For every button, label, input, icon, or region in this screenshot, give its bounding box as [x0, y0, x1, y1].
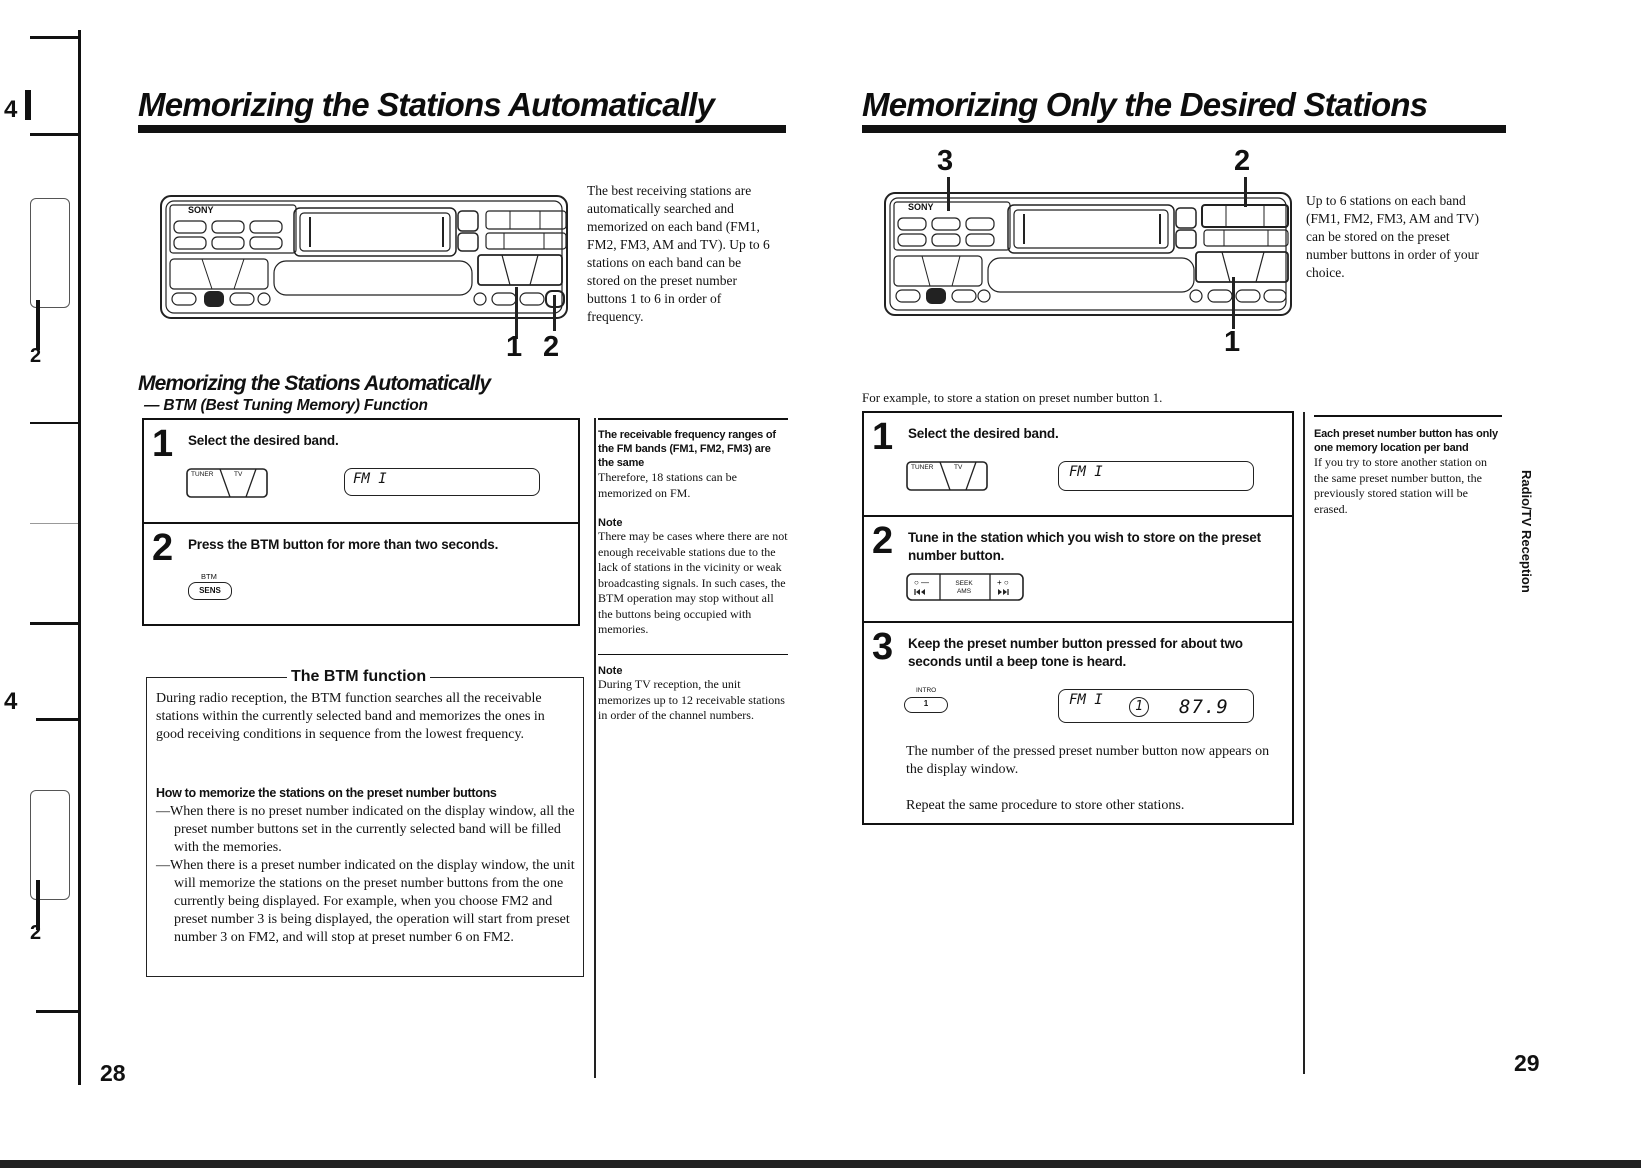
btm-box-subheading: How to memorize the stations on the preset number buttons	[156, 786, 497, 800]
display-band: FM I	[1069, 692, 1103, 708]
preset-1-label: 1	[923, 699, 929, 708]
step-text: Tune in the station which you wish to store on the preset number button.	[908, 530, 1261, 563]
sidenote-3-body: During TV reception, the unit memorizes up to 12 receivable stations in order of the channel numbers.	[598, 677, 785, 722]
callout-number-2: 2	[1234, 145, 1251, 177]
intro-label: INTRO	[916, 687, 937, 694]
tv-label: TV	[234, 471, 243, 478]
callout-line-1	[1232, 277, 1235, 329]
step-number: 2	[152, 527, 174, 569]
btm-item-1-text: When there is no preset number indicated on the display window, all the preset number buttons set in the currently selected band will be filled with the memories.	[170, 804, 575, 855]
section-subtitle: — BTM (Best Tuning Memory) Function	[144, 397, 428, 414]
display-frequency: 87.9	[1179, 696, 1229, 718]
step-text: Select the desired band.	[188, 433, 339, 448]
seek-ams-button	[906, 573, 1024, 601]
side-tab-label: Radio/TV Reception	[1519, 470, 1534, 593]
brand-label: SONY	[908, 202, 934, 212]
step-2	[864, 517, 1292, 623]
display-window	[1058, 689, 1254, 723]
left-page-title: Memorizing the Stations Automatically	[138, 86, 715, 123]
diagram-description: The best receiving stations are automatically searched and memorized on each band (FM1, FM2, FM3, AM and TV). Up to 6 stations on each band can be stored on the preset number buttons 1 to 6 in order of frequency.	[587, 183, 770, 324]
btm-sens-button	[188, 582, 232, 600]
step-1	[864, 413, 1292, 517]
btm-box-heading: The BTM function	[287, 668, 430, 686]
sidenote-1-body: Therefore, 18 stations can be memorized on FM.	[598, 470, 737, 500]
example-text: For example, to store a station on preset number button 1.	[862, 390, 1163, 405]
tuner-tv-button	[186, 468, 268, 498]
btm-item-2-text: When there is a preset number indicated on the display window, the unit will memorize the stations on the preset number buttons from the one currently being displayed. For example, when you choose FM2 and preset number 3 is being displayed, the operation will start from preset number 3 on FM2, and will stop at preset number 6 on FM2.	[170, 858, 575, 945]
callout-line-2	[553, 295, 556, 331]
sidenote-column	[598, 418, 788, 724]
sens-label: SENS	[199, 586, 221, 595]
btm-item-1: —When there is no preset number indicated on the display window, all the preset number buttons set in the currently selected band will be filled with the memories.	[156, 804, 575, 855]
sidenote-column	[1314, 415, 1502, 517]
callout-number-1: 1	[506, 331, 523, 363]
left-page-number: 28	[100, 1060, 126, 1086]
column-divider	[1303, 412, 1305, 1074]
diagram-description: Up to 6 stations on each band (FM1, FM2, FM3, AM and TV) can be stored on the preset number buttons in order of your choice.	[1306, 193, 1480, 280]
sidenote-2-heading: Note	[598, 517, 623, 529]
title-rule	[138, 125, 786, 133]
display-window	[344, 468, 540, 496]
step-number: 3	[872, 626, 894, 668]
step-2	[144, 524, 578, 624]
callout-number-3: 3	[937, 145, 954, 177]
scan-bottom-edge	[0, 1160, 1641, 1168]
steps-box	[862, 411, 1294, 825]
steps-box	[142, 418, 580, 626]
step-3-note-2: Repeat the same procedure to store other stations.	[906, 798, 1185, 813]
step-number: 1	[872, 416, 894, 458]
btm-label: BTM	[201, 572, 217, 581]
right-page-number: 29	[1514, 1050, 1540, 1076]
step-text: Keep the preset number button pressed for about two seconds until a beep tone is heard.	[908, 636, 1243, 669]
step-3-note-1: The number of the pressed preset number button now appears on the display window.	[906, 744, 1270, 777]
step-text: Press the BTM button for more than two seconds.	[188, 537, 499, 552]
sidenote-heading: Each preset number button has only one memory location per band	[1314, 428, 1498, 454]
tuner-label: TUNER	[911, 464, 934, 471]
step-number: 2	[872, 520, 894, 562]
brand-label: SONY	[188, 205, 214, 215]
display-window	[1058, 461, 1254, 491]
step-3	[864, 623, 1292, 823]
tuner-tv-button	[906, 461, 988, 491]
svg-text:+ ○: + ○	[997, 578, 1009, 587]
step-1	[144, 420, 578, 524]
sidenote-3-heading: Note	[598, 665, 623, 677]
step-number: 1	[152, 423, 174, 465]
svg-text:○ —: ○ —	[914, 578, 930, 587]
btm-box-intro: During radio reception, the BTM function searches all the receivable stations within the currently selected band and memorizes the ones in good receiving conditions in sequence from the lowest frequency.	[156, 691, 545, 742]
display-band: FM I	[353, 471, 387, 487]
tv-label: TV	[954, 464, 963, 471]
title-rule	[862, 125, 1506, 133]
left-edge-bleed: 4 2 4 2	[0, 0, 80, 1168]
seek-ams-label: SEEK AMS	[955, 580, 973, 595]
display-preset: 1	[1129, 697, 1149, 717]
sidenote-2-body: There may be cases where there are not enough receivable stations due to the lack of stations in the vicinity or weak broadcasting signals. In such cases, the BTM operation may stop without all the buttons being occupied with memories.	[598, 529, 788, 636]
section-title: Memorizing the Stations Automatically	[138, 372, 491, 395]
callout-number-1: 1	[1224, 326, 1241, 358]
step-text: Select the desired band.	[908, 426, 1059, 441]
section-side-tab	[1510, 470, 1536, 620]
btm-item-2: —When there is a preset number indicated on the display window, the unit will memorize the stations on the preset number buttons from the one currently being displayed. For example, when you choose FM2 and preset number 3 is being displayed, the operation will start from preset number 3 on FM2, and will stop at preset number 6 on FM2.	[156, 858, 575, 945]
display-band: FM I	[1069, 464, 1103, 480]
right-page-title: Memorizing Only the Desired Stations	[862, 86, 1428, 123]
car-stereo-diagram	[160, 193, 570, 321]
sidenote-1-heading: The receivable frequency ranges of the FM bands (FM1, FM2, FM3) are the same	[598, 429, 776, 469]
callout-number-2: 2	[543, 331, 560, 363]
column-divider	[594, 418, 596, 1078]
sidenote-body: If you try to store another station on the same preset number button, the previously stored station will be erased.	[1314, 455, 1487, 516]
preset-1-button	[904, 697, 948, 713]
btm-function-box	[146, 668, 584, 977]
tuner-label: TUNER	[191, 471, 214, 478]
